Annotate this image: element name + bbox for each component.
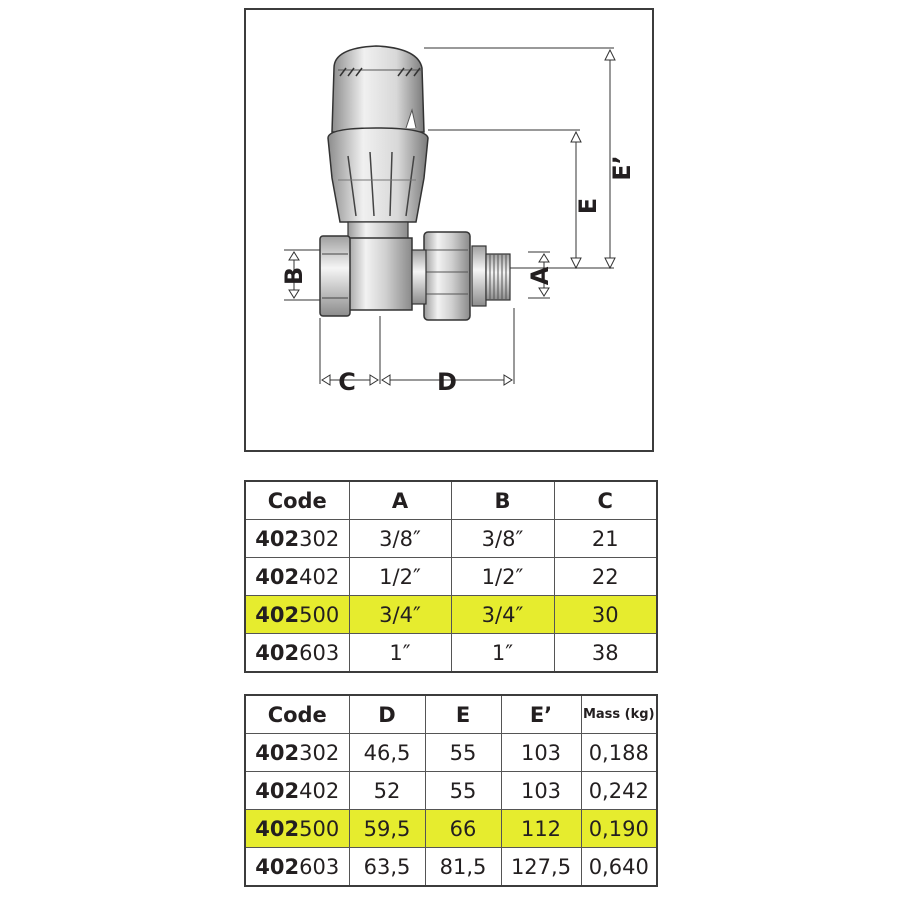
cell-d: 46,5 bbox=[349, 734, 425, 772]
cell-d: 59,5 bbox=[349, 810, 425, 848]
cell-b: 3/4″ bbox=[451, 596, 554, 634]
code-cell bbox=[245, 634, 349, 673]
header-code: Code bbox=[245, 695, 349, 734]
cell-c: 21 bbox=[554, 520, 657, 558]
table-row bbox=[245, 558, 657, 596]
label-e: E bbox=[574, 197, 602, 215]
table-row bbox=[245, 772, 657, 810]
cell-c: 30 bbox=[554, 596, 657, 634]
code-suffix: 402 bbox=[299, 778, 340, 803]
label-a: A bbox=[526, 266, 554, 286]
cell-e: 55 bbox=[425, 772, 501, 810]
cell-e: 55 bbox=[425, 734, 501, 772]
label-b: B bbox=[280, 266, 308, 286]
table-header-row bbox=[245, 481, 657, 520]
code-prefix: 402 bbox=[255, 564, 300, 589]
code-cell bbox=[245, 810, 349, 848]
code-suffix: 500 bbox=[299, 602, 340, 627]
code-suffix: 603 bbox=[299, 854, 340, 879]
cell-d: 63,5 bbox=[349, 848, 425, 887]
cell-e-prime: 103 bbox=[501, 734, 581, 772]
dimensions-table-1 bbox=[244, 480, 658, 673]
code-prefix: 402 bbox=[255, 854, 300, 879]
label-d: D bbox=[437, 368, 457, 396]
table-row bbox=[245, 520, 657, 558]
valve-drawing-panel bbox=[244, 8, 654, 452]
cell-b: 1/2″ bbox=[451, 558, 554, 596]
code-prefix: 402 bbox=[255, 640, 300, 665]
header-mass: Mass (kg) bbox=[581, 695, 657, 734]
cell-b: 3/8″ bbox=[451, 520, 554, 558]
cell-a: 3/4″ bbox=[349, 596, 451, 634]
code-prefix: 402 bbox=[255, 602, 300, 627]
cell-mass: 0,242 bbox=[581, 772, 657, 810]
table-row bbox=[245, 734, 657, 772]
valve-body bbox=[320, 232, 510, 320]
code-prefix: 402 bbox=[255, 526, 300, 551]
cell-d: 52 bbox=[349, 772, 425, 810]
header-code: Code bbox=[245, 481, 349, 520]
cell-e: 81,5 bbox=[425, 848, 501, 887]
table-row-highlighted bbox=[245, 596, 657, 634]
cell-mass: 0,640 bbox=[581, 848, 657, 887]
valve-collar bbox=[328, 128, 428, 222]
code-suffix: 302 bbox=[299, 740, 340, 765]
code-suffix: 402 bbox=[299, 564, 340, 589]
code-suffix: 302 bbox=[299, 526, 340, 551]
header-c: C bbox=[554, 481, 657, 520]
cell-c: 38 bbox=[554, 634, 657, 673]
cell-a: 1/2″ bbox=[349, 558, 451, 596]
code-prefix: 402 bbox=[255, 740, 300, 765]
code-prefix: 402 bbox=[255, 778, 300, 803]
valve-diagram bbox=[246, 10, 652, 450]
code-cell bbox=[245, 772, 349, 810]
header-e: E bbox=[425, 695, 501, 734]
table-row bbox=[245, 634, 657, 673]
cell-e-prime: 112 bbox=[501, 810, 581, 848]
code-prefix: 402 bbox=[255, 816, 300, 841]
table-header-row bbox=[245, 695, 657, 734]
header-e-prime: E’ bbox=[501, 695, 581, 734]
cell-mass: 0,190 bbox=[581, 810, 657, 848]
dimensions-table-2 bbox=[244, 694, 658, 887]
code-cell bbox=[245, 848, 349, 887]
header-d: D bbox=[349, 695, 425, 734]
code-suffix: 603 bbox=[299, 640, 340, 665]
table-row-highlighted bbox=[245, 810, 657, 848]
cell-mass: 0,188 bbox=[581, 734, 657, 772]
code-cell bbox=[245, 558, 349, 596]
table-row bbox=[245, 848, 657, 887]
cell-a: 3/8″ bbox=[349, 520, 451, 558]
code-cell bbox=[245, 734, 349, 772]
cell-c: 22 bbox=[554, 558, 657, 596]
header-a: A bbox=[349, 481, 451, 520]
cell-b: 1″ bbox=[451, 634, 554, 673]
cell-e-prime: 127,5 bbox=[501, 848, 581, 887]
valve-head bbox=[332, 46, 424, 132]
code-cell bbox=[245, 520, 349, 558]
code-suffix: 500 bbox=[299, 816, 340, 841]
cell-e: 66 bbox=[425, 810, 501, 848]
label-e-prime: E’ bbox=[608, 155, 636, 181]
header-b: B bbox=[451, 481, 554, 520]
label-c: C bbox=[338, 368, 356, 396]
cell-e-prime: 103 bbox=[501, 772, 581, 810]
cell-a: 1″ bbox=[349, 634, 451, 673]
code-cell bbox=[245, 596, 349, 634]
